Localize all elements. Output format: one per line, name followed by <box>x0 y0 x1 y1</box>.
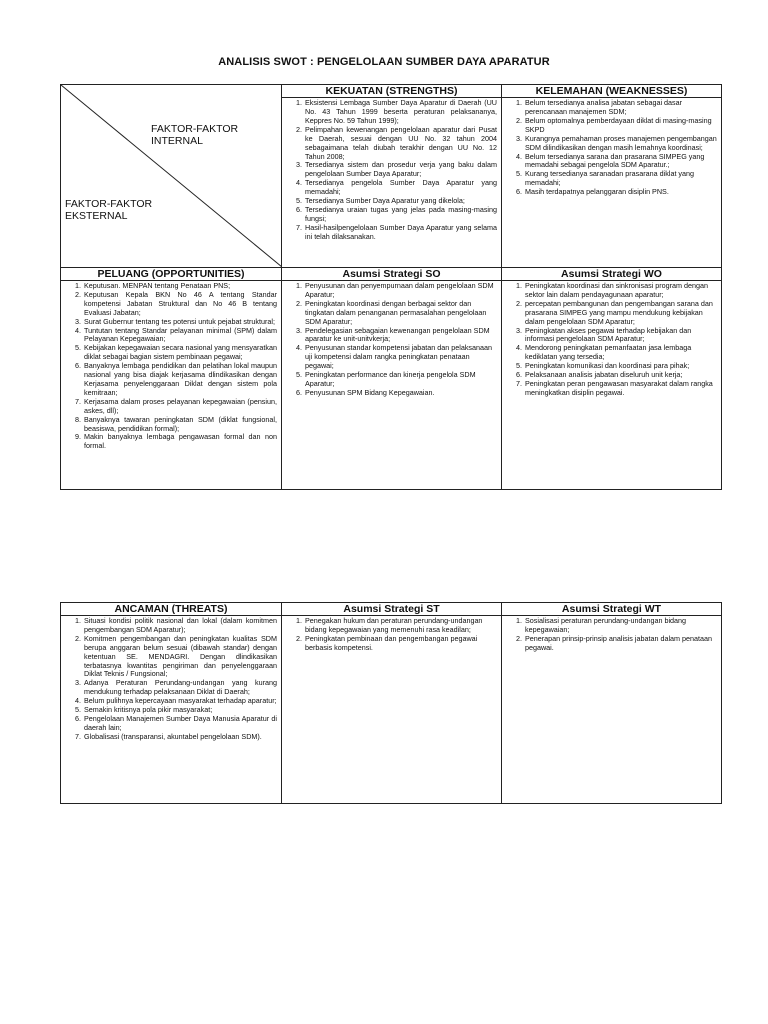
list-item: 5. Tersedianya Sumber Daya Aparatur yang dikelola; <box>304 197 497 206</box>
list-item: 5. Kebijakan kepegawaian secara nasional yang mensyaratkan diklat sebagai bagian sistem pembinaan pegawai; <box>83 344 277 362</box>
list-item: 3. Peningkatan akses pegawai terhadap kebijakan dan informasi pengelolaan SDM Aparatur; <box>524 327 717 345</box>
so-list <box>282 281 501 400</box>
st-header: Asumsi Strategi ST <box>282 603 502 616</box>
list-item: 6. Pengelolaan Manajemen Sumber Daya Manusia Aparatur di daerah lain; <box>83 715 277 733</box>
diagonal-line <box>61 85 282 267</box>
weaknesses-cell <box>502 98 722 268</box>
list-item: 6. Pelaksanaan analisis jabatan diseluruh unit kerja; <box>524 371 717 380</box>
list-item: 2. Pelimpahan kewenangan pengelolaan aparatur dari Pusat ke Daerah, sesuai dengan UU No. 32 tahun 2004 sebagaimana telah diubah terakhir dengan UU No. 12 Tahun 2008; <box>304 126 497 162</box>
list-item: 7. Hasil-hasilpengelolaan Sumber Daya Aparatur yang selama ini telah dilaksanakan. <box>304 224 497 242</box>
list-item: 2. percepatan pembangunan dan pengembangan sarana dan prasarana SIMPEG yang mampu mendukung kebijakan dalam pengelolaan SDM Aparatur; <box>524 300 717 327</box>
diagonal-header-cell <box>61 85 282 268</box>
list-item: 1. Penyusunan dan penyempurnaan dalam pengelolaan SDM Aparatur; <box>304 282 497 300</box>
list-item: 6. Banyaknya lembaga pendidikan dan pelatihan lokal maupun nasional yang bisa diajak kerjasama dlindikasikan dengan Kerjasama penyelenggaraan Diklat dengan sistem pola kemitraan; <box>83 362 277 398</box>
list-item: 1. Penegakan hukum dan peraturan perundang-undangan bidang kepegawaian yang memenuhi rasa keadilan; <box>304 617 497 635</box>
list-item: 4. Mendorong peningkatan pemanfaatan jasa lembaga kediklatan yang tersedia; <box>524 344 717 362</box>
wt-list <box>502 616 721 655</box>
list-item: 2. Belum optomalnya pemberdayaan diklat di masing-masing SKPD <box>524 117 717 135</box>
strengths-header: KEKUATAN (STRENGTHS) <box>282 85 502 98</box>
list-item: 4. Belum tersedianya sarana dan prasarana SIMPEG yang memadahi sebagai pengelola SDM Aparatur.; <box>524 153 717 171</box>
list-item: 4. Tuntutan tentang Standar pelayanan minimal (SPM) dalam Pelayanan Kepegawaian; <box>83 327 277 345</box>
list-item: 4. Tersedianya pengelola Sumber Daya Aparatur yang memadahi; <box>304 179 497 197</box>
list-item: 7. Kerjasama dalam proses pelayanan kepegawaian (pensiun, askes, dll); <box>83 398 277 416</box>
internal-factors-label: FAKTOR-FAKTOR INTERNAL <box>151 123 239 147</box>
threats-cell <box>61 616 282 804</box>
wt-cell <box>502 616 722 804</box>
list-item: 5. Peningkatan komunikasi dan koordinasi para pihak; <box>524 362 717 371</box>
so-cell <box>282 281 502 490</box>
strengths-cell <box>282 98 502 268</box>
swot-table-bottom <box>60 602 722 804</box>
list-item: 5. Semakin kritisnya pola pikir masyarakat; <box>83 706 277 715</box>
list-item: 2. Penerapan prinsip-prinsip analisis jabatan dalam penataan pegawai. <box>524 635 717 653</box>
list-item: 2. Peningkatan koordinasi dengan berbagai sektor dan tingkatan dalam penanganan permasalahan pengelolaan SDM Aparatur; <box>304 300 497 327</box>
wo-header: Asumsi Strategi WO <box>502 268 722 281</box>
list-item: 1. Peningkatan koordinasi dan sinkronisasi program dengan sektor lain dalam pendayagunaan aparatur; <box>524 282 717 300</box>
external-factors-label: FAKTOR-FAKTOR EKSTERNAL <box>65 198 153 222</box>
list-item: 2. Peningkatan pembinaan dan pengembangan pegawai berbasis kompetensi. <box>304 635 497 653</box>
wo-cell <box>502 281 722 490</box>
document-title: ANALISIS SWOT : PENGELOLAAN SUMBER DAYA APARATUR <box>218 56 550 68</box>
list-item: 6. Tersedianya uraian tugas yang jelas pada masing-masing fungsi; <box>304 206 497 224</box>
list-item: 6. Masih terdapatnya pelanggaran disiplin PNS. <box>524 188 717 197</box>
list-item: 3. Pendelegasian sebagaian kewenangan pengelolaan SDM aparatur ke unit-unitvkerja; <box>304 327 497 345</box>
list-item: 2. Komitmen pengembangan dan peningkatan kualitas SDM berupa anggaran belum sesuai (dibawah standar) dengan ketentuan SE. MENDAGRI. Dengan dlindikasikan terbatasnya kwantitas pengiriman dan penyelenggaraan Diklat Teknis / Fungsional; <box>83 635 277 680</box>
opportunities-cell <box>61 281 282 490</box>
list-item: 5. Peningkatan performance dan kinerja pengelola SDM Aparatur; <box>304 371 497 389</box>
so-header: Asumsi Strategi SO <box>282 268 502 281</box>
strengths-list <box>282 98 501 244</box>
st-list <box>282 616 501 655</box>
list-item: 5. Kurang tersedianya saranadan prasarana diklat yang memadahi; <box>524 170 717 188</box>
wt-header: Asumsi Strategi WT <box>502 603 722 616</box>
list-item: 2. Keputusan Kepala BKN No 46 A tentang Standar kompetensi Jabatan Struktural dan No 46 B tentang Evaluasi Jabatan; <box>83 291 277 318</box>
threats-list <box>61 616 281 744</box>
opportunities-list <box>61 281 281 453</box>
list-item: 4. Penyusunan standar kompetensi jabatan dan pelaksanaan uji kompetensi dalam rangka peningkatan penataan pegawai; <box>304 344 497 371</box>
st-cell <box>282 616 502 804</box>
list-item: 1. Eksistensi Lembaga Sumber Daya Aparatur di Daerah (UU No. 43 Tahun 1999 beserta peraturan pelaksananya, Keppres No. 59 Tahun 1999); <box>304 99 497 126</box>
list-item: 8. Banyaknya tawaran peningkatan SDM (diklat fungsional, beasiswa, pendidikan formal); <box>83 416 277 434</box>
list-item: 7. Peningkatan peran pengawasan masyarakat dalam rangka meningkatkan disiplin pegawai. <box>524 380 717 398</box>
list-item: 3. Surat Gubernur tentang tes potensi untuk pejabat struktural; <box>83 318 277 327</box>
swot-table-top <box>60 84 722 490</box>
weaknesses-header: KELEMAHAN (WEAKNESSES) <box>502 85 722 98</box>
list-item: 1. Situasi kondisi politik nasional dan lokal (dalam komitmen pengembangan SDM Aparatur); <box>83 617 277 635</box>
opportunities-header: PELUANG (OPPORTUNITIES) <box>61 268 282 281</box>
list-item: 1. Sosialisasi peraturan perundang-undangan bidang kepegawaian; <box>524 617 717 635</box>
list-item: 1. Keputusan. MENPAN tentang Penataan PNS; <box>83 282 277 291</box>
weaknesses-list <box>502 98 721 199</box>
list-item: 6. Penyusunan SPM Bidang Kepegawaian. <box>304 389 497 398</box>
list-item: 3. Kurangnya pemahaman proses manajemen pengembangan SDM dilindikasikan dengan masih lemahnya koordinasi; <box>524 135 717 153</box>
list-item: 3. Tersedianya sistem dan prosedur verja yang baku dalam pengelolaan Sumber Daya Aparatur; <box>304 161 497 179</box>
list-item: 1. Belum tersedianya analisa jabatan sebagai dasar perencanaan manajemen SDM; <box>524 99 717 117</box>
list-item: 4. Belum pulihnya kepercayaan masyarakat terhadap aparatur; <box>83 697 277 706</box>
list-item: 9. Makin banyaknya lembaga pengawasan formal dan non formal. <box>83 433 277 451</box>
list-item: 3. Adanya Peraturan Perundang-undangan yang kurang mendukung terhadap pelaksanaan Diklat di Daerah; <box>83 679 277 697</box>
wo-list <box>502 281 721 400</box>
list-item: 7. Globalisasi (transparansi, akuntabel pengelolaan SDM). <box>83 733 277 742</box>
threats-header: ANCAMAN (THREATS) <box>61 603 282 616</box>
